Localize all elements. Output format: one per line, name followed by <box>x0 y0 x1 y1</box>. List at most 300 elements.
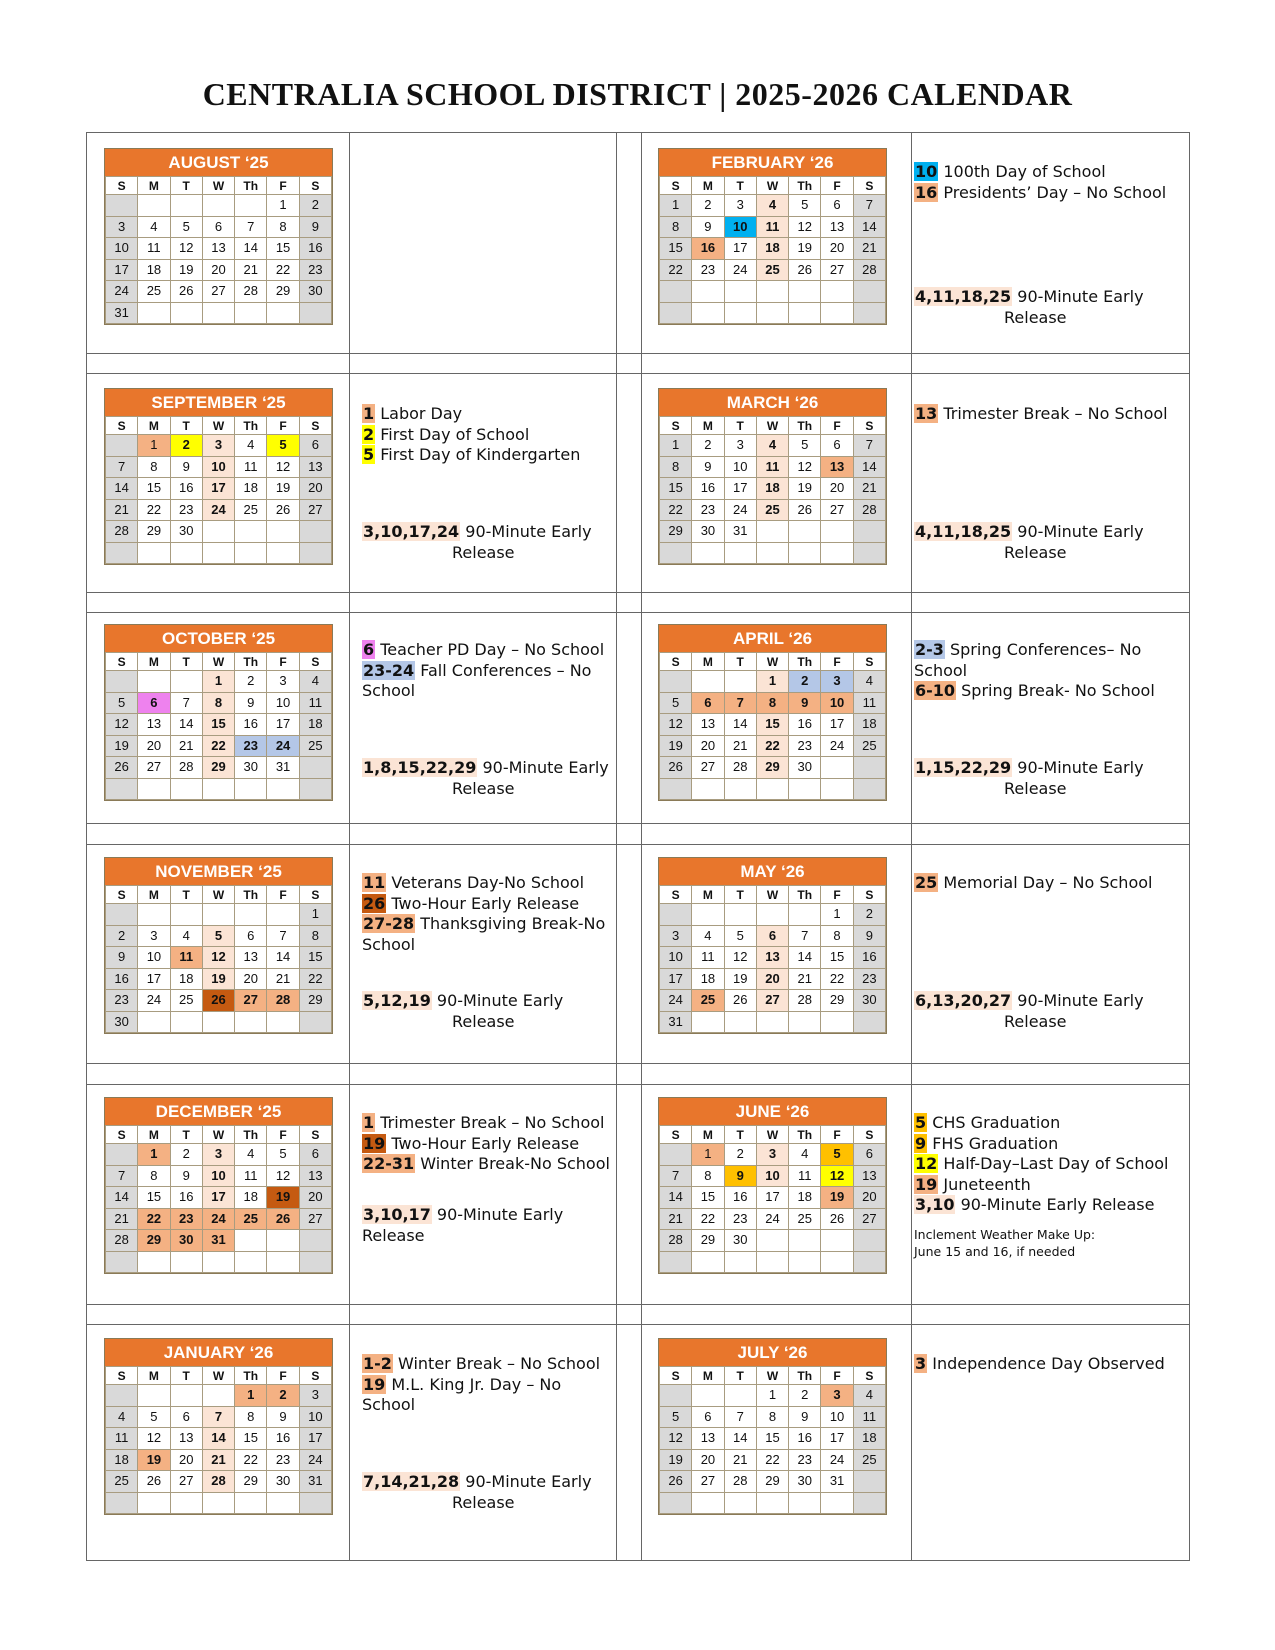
day-cell: 8 <box>267 216 299 238</box>
week-row <box>660 947 886 969</box>
week-row <box>106 195 332 217</box>
day-cell: 21 <box>106 499 138 521</box>
early-release-dates: 1,15,22,29 <box>915 758 1012 777</box>
day-header: S <box>106 417 138 435</box>
early-release-text-2: Release <box>452 1492 515 1512</box>
week-row <box>106 1251 332 1273</box>
day-cell: 29 <box>138 1230 170 1252</box>
month-calendar <box>104 388 333 565</box>
day-cell: 25 <box>789 1208 821 1230</box>
early-release-text-2: Release <box>452 542 515 562</box>
day-cell: 20 <box>299 1187 331 1209</box>
day-cell: 19 <box>724 968 756 990</box>
note-text: 100th Day of School <box>938 162 1106 181</box>
note-date-tag: 10 <box>915 162 938 181</box>
day-header: S <box>299 653 331 671</box>
day-header: F <box>267 1126 299 1144</box>
day-cell: 1 <box>821 904 853 926</box>
day-cell <box>235 195 267 217</box>
day-cell: 28 <box>106 521 138 543</box>
day-cell <box>202 302 234 324</box>
day-cell: 11 <box>170 947 202 969</box>
day-cell: 21 <box>660 1208 692 1230</box>
day-header: Th <box>235 653 267 671</box>
week-row <box>660 1449 886 1471</box>
day-cell <box>724 542 756 564</box>
day-cell: 30 <box>724 1230 756 1252</box>
day-header-row <box>660 177 886 195</box>
row-divider <box>86 1304 1190 1305</box>
day-cell: 4 <box>235 1144 267 1166</box>
day-header: T <box>724 1367 756 1385</box>
day-cell: 2 <box>789 671 821 693</box>
note-date-tag: 6-10 <box>915 681 956 700</box>
day-cell <box>789 1251 821 1273</box>
month-header: DECEMBER ‘25 <box>105 1098 332 1125</box>
week-row <box>106 925 332 947</box>
day-cell <box>821 521 853 543</box>
day-cell <box>235 542 267 564</box>
day-cell: 19 <box>660 735 692 757</box>
day-cell <box>660 542 692 564</box>
row-divider <box>86 592 1190 593</box>
note-date-tag: 1 <box>363 404 375 423</box>
early-release-text-2: Release <box>1004 1011 1067 1031</box>
day-header: Th <box>789 177 821 195</box>
day-cell: 14 <box>660 1187 692 1209</box>
day-cell: 1 <box>267 195 299 217</box>
day-cell: 20 <box>692 735 724 757</box>
day-cell <box>299 1251 331 1273</box>
day-cell: 3 <box>267 671 299 693</box>
week-row <box>660 302 886 324</box>
day-cell: 24 <box>202 499 234 521</box>
day-cell: 27 <box>299 499 331 521</box>
day-cell <box>692 281 724 303</box>
day-cell <box>724 671 756 693</box>
day-cell: 20 <box>821 238 853 260</box>
day-header: T <box>170 177 202 195</box>
row-divider <box>86 1324 1190 1325</box>
day-cell: 4 <box>692 925 724 947</box>
early-release-line <box>914 287 1169 308</box>
month-notes <box>914 1113 1169 1260</box>
day-cell: 21 <box>789 968 821 990</box>
day-cell <box>724 778 756 800</box>
early-release-text-2: Release <box>452 778 515 798</box>
day-cell: 23 <box>789 1449 821 1471</box>
month-header: JUNE ‘26 <box>659 1098 886 1125</box>
day-cell: 19 <box>202 968 234 990</box>
day-cell: 18 <box>853 1428 885 1450</box>
day-cell: 23 <box>267 1449 299 1471</box>
day-cell: 24 <box>724 259 756 281</box>
day-cell: 22 <box>756 735 788 757</box>
week-row <box>660 904 886 926</box>
day-cell: 16 <box>724 1187 756 1209</box>
day-cell: 18 <box>235 478 267 500</box>
day-cell <box>170 195 202 217</box>
day-cell: 15 <box>299 947 331 969</box>
note-text: First Day of School <box>375 424 530 444</box>
day-cell: 29 <box>299 990 331 1012</box>
early-release-note <box>362 758 617 799</box>
day-cell: 29 <box>821 990 853 1012</box>
day-cell: 1 <box>202 671 234 693</box>
day-cell: 10 <box>724 456 756 478</box>
day-cell: 23 <box>789 735 821 757</box>
week-row <box>106 1492 332 1514</box>
week-row <box>106 1187 332 1209</box>
day-cell: 18 <box>756 238 788 260</box>
day-cell: 26 <box>267 1208 299 1230</box>
day-cell <box>170 671 202 693</box>
day-cell: 19 <box>267 1187 299 1209</box>
day-cell: 14 <box>853 216 885 238</box>
week-row <box>660 1471 886 1493</box>
day-cell: 10 <box>821 692 853 714</box>
day-cell <box>821 1492 853 1514</box>
early-release-text: 90-Minute Early <box>431 1205 564 1224</box>
day-cell <box>235 1251 267 1273</box>
day-cell: 16 <box>235 714 267 736</box>
week-row <box>660 671 886 693</box>
day-header: T <box>724 417 756 435</box>
day-cell: 27 <box>692 757 724 779</box>
week-row <box>660 925 886 947</box>
note-text: Spring Break- No School <box>956 681 1155 700</box>
month-notes <box>914 873 1169 894</box>
day-cell: 8 <box>299 925 331 947</box>
day-cell: 13 <box>202 238 234 260</box>
day-cell: 7 <box>106 1165 138 1187</box>
day-cell: 9 <box>267 1406 299 1428</box>
week-row <box>106 302 332 324</box>
week-row <box>106 1144 332 1166</box>
weather-note <box>914 1226 1169 1260</box>
day-cell: 4 <box>138 216 170 238</box>
day-cell: 20 <box>756 968 788 990</box>
week-row <box>660 216 886 238</box>
day-cell: 2 <box>235 671 267 693</box>
day-cell: 15 <box>821 947 853 969</box>
day-header: M <box>138 886 170 904</box>
note-text: Thanksgiving Break-No School <box>362 914 606 954</box>
day-cell: 26 <box>660 1471 692 1493</box>
day-cell <box>756 904 788 926</box>
day-cell: 6 <box>202 216 234 238</box>
day-cell: 1 <box>756 1385 788 1407</box>
early-release-dates: 5,12,19 <box>363 991 431 1010</box>
note-text: Winter Break-No School <box>415 1154 610 1173</box>
month-calendar <box>104 624 333 801</box>
day-cell: 6 <box>756 925 788 947</box>
day-header: T <box>724 177 756 195</box>
day-cell <box>235 1492 267 1514</box>
day-header-row <box>106 417 332 435</box>
note-text: CHS Graduation <box>927 1113 1061 1132</box>
note-line <box>362 640 617 661</box>
note-date-tag: 26 <box>363 893 386 913</box>
day-header: S <box>106 1367 138 1385</box>
day-cell <box>170 904 202 926</box>
day-cell <box>821 778 853 800</box>
day-header: S <box>106 177 138 195</box>
day-cell: 6 <box>853 1144 885 1166</box>
day-cell: 4 <box>756 195 788 217</box>
day-cell <box>106 1385 138 1407</box>
day-cell: 15 <box>235 1428 267 1450</box>
week-row <box>106 990 332 1012</box>
day-cell: 8 <box>235 1406 267 1428</box>
row-divider <box>86 612 1190 613</box>
early-release-text-2: Release <box>1004 542 1067 562</box>
day-cell: 16 <box>170 1187 202 1209</box>
day-header-row <box>660 1367 886 1385</box>
day-cell: 10 <box>202 456 234 478</box>
week-row <box>660 1165 886 1187</box>
day-cell <box>267 521 299 543</box>
weather-note-line: Inclement Weather Make Up: <box>914 1226 1096 1242</box>
week-row <box>106 1428 332 1450</box>
note-text: Juneteenth <box>938 1174 1031 1194</box>
early-release-text: 90-Minute Early <box>460 522 592 541</box>
day-cell: 17 <box>756 1187 788 1209</box>
day-cell <box>692 671 724 693</box>
day-header: W <box>756 417 788 435</box>
day-cell: 2 <box>692 195 724 217</box>
day-cell: 25 <box>692 990 724 1012</box>
day-cell: 2 <box>853 904 885 926</box>
day-cell: 3 <box>756 1144 788 1166</box>
day-cell <box>235 1011 267 1033</box>
month-header: JULY ‘26 <box>659 1339 886 1366</box>
day-header: W <box>202 417 234 435</box>
day-cell <box>235 1230 267 1252</box>
day-header: W <box>202 653 234 671</box>
day-cell: 28 <box>724 1471 756 1493</box>
day-cell: 3 <box>202 1144 234 1166</box>
day-cell <box>821 302 853 324</box>
note-date-tag: 22-31 <box>363 1154 415 1173</box>
day-header: F <box>267 653 299 671</box>
day-header: S <box>660 886 692 904</box>
day-header-row <box>106 1367 332 1385</box>
day-cell <box>692 1011 724 1033</box>
day-cell: 31 <box>821 1471 853 1493</box>
note-date-tag: 25 <box>915 873 938 892</box>
week-row <box>660 1011 886 1033</box>
day-cell: 20 <box>235 968 267 990</box>
day-header: F <box>821 1367 853 1385</box>
day-header: M <box>138 1367 170 1385</box>
day-cell <box>756 302 788 324</box>
day-cell: 5 <box>789 435 821 457</box>
day-header: F <box>267 1367 299 1385</box>
month-header: MAY ‘26 <box>659 858 886 885</box>
day-cell: 13 <box>170 1428 202 1450</box>
early-release-note <box>914 522 1169 563</box>
day-cell <box>235 904 267 926</box>
note-text: Trimester Break – No School <box>375 1113 605 1132</box>
day-cell <box>660 1492 692 1514</box>
day-cell: 10 <box>202 1165 234 1187</box>
month-calendar <box>104 1097 333 1274</box>
day-cell: 7 <box>235 216 267 238</box>
day-cell <box>821 757 853 779</box>
day-cell: 26 <box>789 499 821 521</box>
note-text: FHS Graduation <box>927 1133 1059 1153</box>
note-line <box>362 661 617 702</box>
day-cell: 16 <box>789 1428 821 1450</box>
month-header: APRIL ‘26 <box>659 625 886 652</box>
note-text: Independence Day Observed <box>927 1354 1165 1373</box>
day-cell <box>202 521 234 543</box>
day-cell <box>267 302 299 324</box>
day-cell <box>756 1011 788 1033</box>
day-header: T <box>170 653 202 671</box>
note-date-tag: 5 <box>915 1113 927 1132</box>
day-cell: 24 <box>138 990 170 1012</box>
day-cell: 31 <box>267 757 299 779</box>
day-cell: 30 <box>789 757 821 779</box>
day-cell: 1 <box>660 195 692 217</box>
day-header: S <box>106 1126 138 1144</box>
day-cell: 25 <box>853 1449 885 1471</box>
day-header-row <box>106 886 332 904</box>
note-date-tag: 27-28 <box>363 914 415 933</box>
day-cell: 9 <box>692 456 724 478</box>
day-header: S <box>299 417 331 435</box>
note-line <box>914 1134 1169 1155</box>
day-cell <box>202 542 234 564</box>
column-divider <box>641 132 642 1561</box>
day-cell: 9 <box>789 692 821 714</box>
day-cell: 15 <box>138 1187 170 1209</box>
day-header: W <box>202 177 234 195</box>
day-cell: 2 <box>170 435 202 457</box>
day-cell: 26 <box>821 1208 853 1230</box>
day-cell <box>267 1251 299 1273</box>
note-date-tag: 3,10 <box>915 1195 955 1214</box>
day-cell: 27 <box>756 990 788 1012</box>
day-header: T <box>724 886 756 904</box>
day-cell <box>202 1385 234 1407</box>
week-row <box>106 238 332 260</box>
week-row <box>106 968 332 990</box>
day-cell: 11 <box>789 1165 821 1187</box>
week-row <box>106 435 332 457</box>
early-release-text: 90-Minute Early <box>460 1472 592 1491</box>
day-header: S <box>660 1126 692 1144</box>
week-row <box>106 1406 332 1428</box>
day-cell: 19 <box>106 735 138 757</box>
day-cell: 24 <box>267 735 299 757</box>
day-header: W <box>202 1126 234 1144</box>
day-cell: 23 <box>724 1208 756 1230</box>
day-header: T <box>170 886 202 904</box>
day-header: Th <box>789 653 821 671</box>
note-text: Two-Hour Early Release <box>386 1133 580 1153</box>
note-line <box>362 914 617 955</box>
day-header: S <box>853 1367 885 1385</box>
note-date-tag: 5 <box>363 445 375 464</box>
early-release-note <box>362 991 617 1032</box>
day-cell <box>789 281 821 303</box>
day-cell: 31 <box>202 1230 234 1252</box>
note-date-tag: 1 <box>363 1113 375 1132</box>
day-header: M <box>692 1367 724 1385</box>
day-cell: 7 <box>660 1165 692 1187</box>
day-cell: 31 <box>106 302 138 324</box>
day-cell: 11 <box>235 456 267 478</box>
day-header: S <box>299 1367 331 1385</box>
day-cell <box>138 1492 170 1514</box>
month-header: MARCH ‘26 <box>659 389 886 416</box>
week-row <box>106 692 332 714</box>
day-header-row <box>660 886 886 904</box>
day-cell <box>660 671 692 693</box>
day-cell: 22 <box>138 499 170 521</box>
day-cell <box>853 521 885 543</box>
day-cell <box>138 1011 170 1033</box>
month-calendar <box>104 857 333 1034</box>
day-cell: 20 <box>299 478 331 500</box>
day-cell <box>756 1251 788 1273</box>
day-header-row <box>106 653 332 671</box>
day-cell: 7 <box>724 692 756 714</box>
day-cell: 29 <box>660 521 692 543</box>
day-cell <box>202 778 234 800</box>
day-cell: 6 <box>299 435 331 457</box>
page-title: CENTRALIA SCHOOL DISTRICT | 2025-2026 CALENDAR <box>202 76 1073 112</box>
day-cell: 26 <box>724 990 756 1012</box>
week-row <box>660 238 886 260</box>
day-cell: 15 <box>267 238 299 260</box>
week-row <box>660 1144 886 1166</box>
day-cell: 27 <box>853 1208 885 1230</box>
day-cell <box>692 778 724 800</box>
day-cell <box>724 281 756 303</box>
day-cell: 24 <box>106 281 138 303</box>
day-cell: 17 <box>821 714 853 736</box>
note-text: First Day of Kindergarten <box>375 445 581 464</box>
day-cell: 7 <box>202 1406 234 1428</box>
day-cell: 29 <box>235 1471 267 1493</box>
day-cell: 5 <box>106 692 138 714</box>
day-cell: 29 <box>267 281 299 303</box>
day-cell: 29 <box>756 1471 788 1493</box>
note-text: 90-Minute Early Release <box>955 1195 1155 1214</box>
day-cell: 9 <box>170 1165 202 1187</box>
day-cell: 25 <box>235 499 267 521</box>
note-line <box>362 404 617 425</box>
month-notes <box>362 873 617 955</box>
day-cell: 7 <box>106 456 138 478</box>
day-header: W <box>756 1367 788 1385</box>
day-cell: 23 <box>170 1208 202 1230</box>
month-notes <box>914 162 1169 203</box>
day-cell <box>853 1492 885 1514</box>
day-cell: 12 <box>789 456 821 478</box>
day-cell <box>267 778 299 800</box>
day-header: S <box>853 417 885 435</box>
day-cell: 17 <box>660 968 692 990</box>
day-cell: 25 <box>170 990 202 1012</box>
note-line <box>914 183 1169 204</box>
day-cell: 28 <box>724 757 756 779</box>
day-cell <box>692 542 724 564</box>
